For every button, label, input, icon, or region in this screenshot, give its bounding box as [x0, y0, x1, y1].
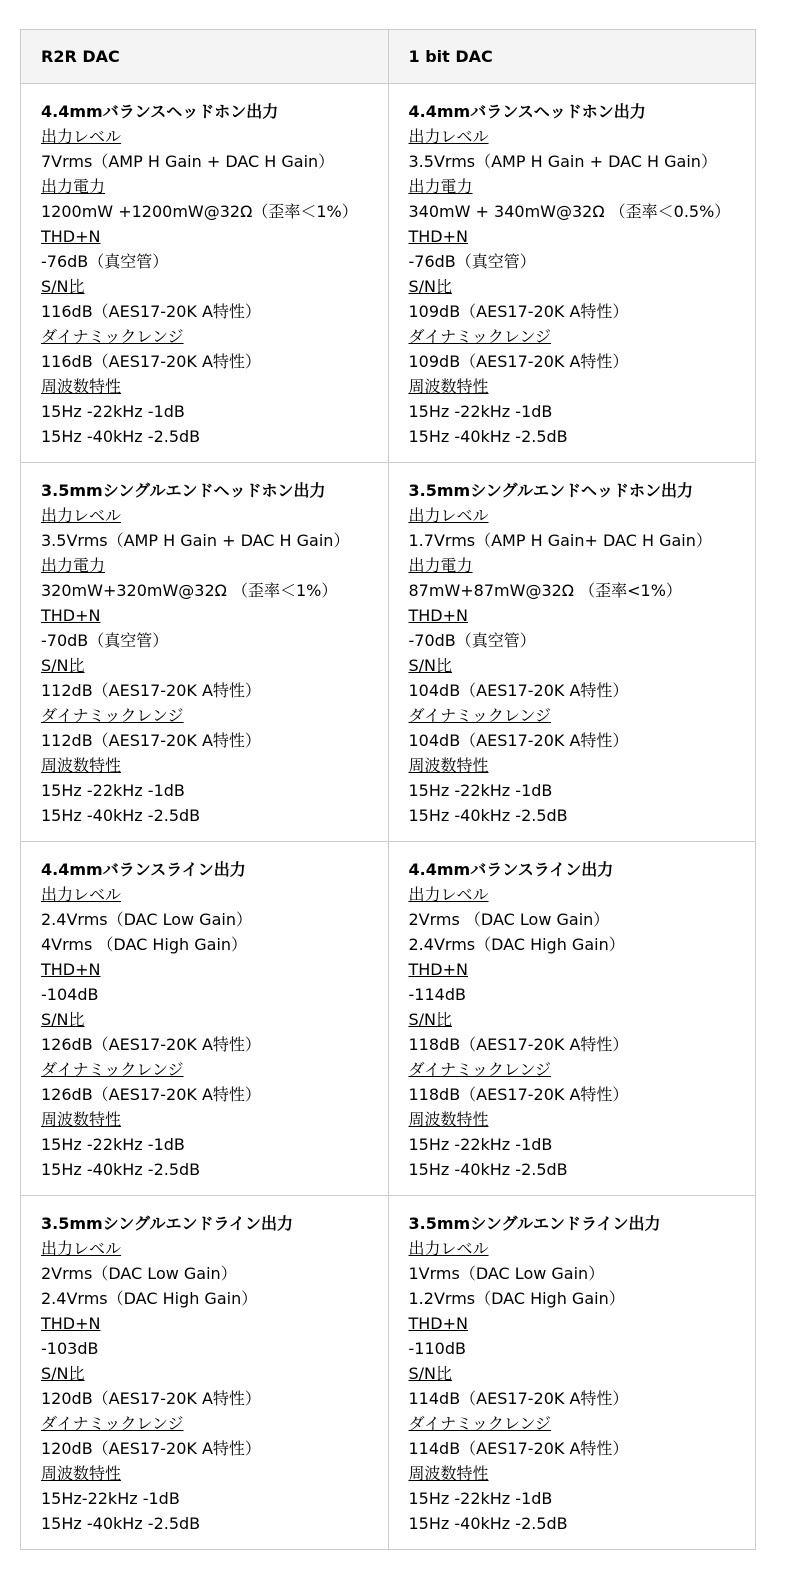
spec-value: 104dB（AES17-20K A特性） [408, 681, 629, 700]
spec-label: 出力レベル [408, 127, 489, 146]
spec-value: 120dB（AES17-20K A特性） [41, 1389, 261, 1408]
spec-value: 112dB（AES17-20K A特性） [41, 681, 261, 700]
spec-label: 周波数特性 [408, 1464, 489, 1483]
spec-label: ダイナミックレンジ [41, 327, 184, 346]
spec-value: 2Vrms （DAC Low Gain） [408, 910, 610, 929]
spec-value: 15Hz -40kHz -2.5dB [408, 1160, 568, 1179]
section-title: 4.4mmバランスライン出力 [41, 860, 246, 879]
spec-value: -70dB（真空管） [408, 631, 536, 650]
spec-label: 出力レベル [41, 506, 122, 525]
spec-value: 15Hz -40kHz -2.5dB [408, 806, 568, 825]
spec-value: 118dB（AES17-20K A特性） [408, 1035, 629, 1054]
spec-label: 出力レベル [41, 885, 122, 904]
spec-label: 出力電力 [41, 556, 106, 575]
section-title: 3.5mmシングルエンドヘッドホン出力 [408, 481, 693, 500]
spec-value: -70dB（真空管） [41, 631, 169, 650]
spec-label: THD+N [408, 606, 468, 625]
spec-comparison-table [20, 29, 756, 1550]
spec-label: 周波数特性 [408, 377, 489, 396]
spec-value: 340mW + 340mW@32Ω （歪率＜0.5%） [408, 202, 731, 221]
spec-value: 3.5Vrms（AMP H Gain + DAC H Gain） [408, 152, 717, 171]
spec-label: THD+N [408, 960, 468, 979]
spec-label: 周波数特性 [41, 1110, 122, 1129]
table-row [21, 842, 756, 1196]
spec-label: S/N比 [408, 277, 453, 296]
spec-value: 15Hz -22kHz -1dB [41, 1135, 185, 1154]
spec-label: THD+N [41, 1314, 101, 1333]
spec-label: 周波数特性 [41, 1464, 122, 1483]
spec-label: S/N比 [408, 1364, 453, 1383]
spec-value: 15Hz -22kHz -1dB [408, 1489, 553, 1508]
spec-value: 2.4Vrms（DAC High Gain） [41, 1289, 258, 1308]
spec-label: ダイナミックレンジ [408, 1414, 552, 1433]
spec-value: 116dB（AES17-20K A特性） [41, 352, 261, 371]
spec-label: ダイナミックレンジ [41, 1060, 184, 1079]
spec-value: 15Hz -22kHz -1dB [408, 781, 553, 800]
spec-value: 109dB（AES17-20K A特性） [408, 352, 629, 371]
spec-label: S/N比 [41, 1010, 85, 1029]
spec-value: 126dB（AES17-20K A特性） [41, 1085, 261, 1104]
spec-value: -76dB（真空管） [408, 252, 536, 271]
section-title: 3.5mmシングルエンドライン出力 [408, 1214, 661, 1233]
spec-cell-1bit-balanced-line [388, 842, 756, 1196]
section-title: 4.4mmバランスライン出力 [408, 860, 614, 879]
spec-label: ダイナミックレンジ [41, 1414, 184, 1433]
spec-label: THD+N [41, 227, 101, 246]
spec-value: 126dB（AES17-20K A特性） [41, 1035, 261, 1054]
spec-label: 周波数特性 [41, 756, 122, 775]
column-header-r2r-dac: R2R DAC [21, 30, 389, 84]
spec-value: -103dB [41, 1339, 99, 1358]
table-row [21, 84, 756, 463]
spec-label: 出力電力 [408, 177, 473, 196]
spec-value: 15Hz -22kHz -1dB [408, 1135, 553, 1154]
spec-value: 15Hz -22kHz -1dB [41, 402, 185, 421]
table-header-row [21, 30, 756, 84]
spec-value: 15Hz -40kHz -2.5dB [41, 806, 201, 825]
spec-cell-1bit-single-ended-line [388, 1196, 756, 1550]
spec-value: 104dB（AES17-20K A特性） [408, 731, 629, 750]
spec-value: 320mW+320mW@32Ω （歪率＜1%） [41, 581, 338, 600]
table-row [21, 463, 756, 842]
spec-value: 2Vrms（DAC Low Gain） [41, 1264, 237, 1283]
spec-value: 114dB（AES17-20K A特性） [408, 1439, 629, 1458]
spec-label: THD+N [41, 606, 101, 625]
spec-label: ダイナミックレンジ [408, 327, 552, 346]
section-title: 4.4mmバランスヘッドホン出力 [408, 102, 646, 121]
spec-value: 15Hz -22kHz -1dB [408, 402, 553, 421]
spec-value: -110dB [408, 1339, 466, 1358]
spec-cell-r2r-single-ended-headphone [21, 463, 389, 842]
spec-value: 4Vrms （DAC High Gain） [41, 935, 248, 954]
spec-label: 周波数特性 [408, 756, 489, 775]
spec-value: 15Hz-22kHz -1dB [41, 1489, 180, 1508]
spec-value: 15Hz -40kHz -2.5dB [41, 1160, 201, 1179]
spec-cell-r2r-balanced-headphone [21, 84, 389, 463]
spec-label: ダイナミックレンジ [408, 1060, 552, 1079]
spec-label: 出力電力 [408, 556, 473, 575]
spec-label: S/N比 [41, 277, 85, 296]
spec-label: 出力レベル [408, 506, 489, 525]
spec-label: ダイナミックレンジ [41, 706, 184, 725]
spec-label: ダイナミックレンジ [408, 706, 552, 725]
spec-label: S/N比 [41, 1364, 85, 1383]
spec-label: THD+N [41, 960, 101, 979]
spec-label: 周波数特性 [408, 1110, 489, 1129]
spec-value: -114dB [408, 985, 466, 1004]
spec-value: 116dB（AES17-20K A特性） [41, 302, 261, 321]
spec-value: 15Hz -40kHz -2.5dB [408, 1514, 568, 1533]
spec-label: S/N比 [408, 656, 453, 675]
spec-value: 7Vrms（AMP H Gain + DAC H Gain） [41, 152, 335, 171]
spec-value: 1Vrms（DAC Low Gain） [408, 1264, 605, 1283]
spec-label: 出力レベル [408, 885, 489, 904]
spec-label: THD+N [408, 227, 468, 246]
spec-value: 15Hz -40kHz -2.5dB [41, 427, 201, 446]
spec-value: 2.4Vrms（DAC Low Gain） [41, 910, 252, 929]
spec-value: -76dB（真空管） [41, 252, 169, 271]
section-title: 3.5mmシングルエンドライン出力 [41, 1214, 294, 1233]
spec-label: 出力レベル [41, 127, 122, 146]
spec-cell-r2r-single-ended-line [21, 1196, 389, 1550]
spec-value: 15Hz -40kHz -2.5dB [408, 427, 568, 446]
spec-cell-1bit-balanced-headphone [388, 84, 756, 463]
spec-value: 1.2Vrms（DAC High Gain） [408, 1289, 625, 1308]
spec-value: 120dB（AES17-20K A特性） [41, 1439, 261, 1458]
spec-value: 87mW+87mW@32Ω （歪率<1%） [408, 581, 682, 600]
spec-label: S/N比 [41, 656, 85, 675]
spec-label: THD+N [408, 1314, 468, 1333]
spec-value: -104dB [41, 985, 99, 1004]
spec-value: 109dB（AES17-20K A特性） [408, 302, 629, 321]
table-row [21, 1196, 756, 1550]
spec-value: 15Hz -40kHz -2.5dB [41, 1514, 201, 1533]
spec-value: 1.7Vrms（AMP H Gain+ DAC H Gain） [408, 531, 712, 550]
spec-value: 15Hz -22kHz -1dB [41, 781, 185, 800]
spec-value: 1200mW +1200mW@32Ω（歪率＜1%） [41, 202, 358, 221]
spec-cell-r2r-balanced-line [21, 842, 389, 1196]
spec-value: 3.5Vrms（AMP H Gain + DAC H Gain） [41, 531, 350, 550]
spec-label: 出力レベル [408, 1239, 489, 1258]
spec-value: 118dB（AES17-20K A特性） [408, 1085, 629, 1104]
spec-label: 出力レベル [41, 1239, 122, 1258]
spec-label: 周波数特性 [41, 377, 122, 396]
spec-value: 114dB（AES17-20K A特性） [408, 1389, 629, 1408]
column-header-1bit-dac: 1 bit DAC [388, 30, 756, 84]
section-title: 3.5mmシングルエンドヘッドホン出力 [41, 481, 326, 500]
spec-value: 2.4Vrms（DAC High Gain） [408, 935, 625, 954]
section-title: 4.4mmバランスヘッドホン出力 [41, 102, 279, 121]
spec-label: 出力電力 [41, 177, 106, 196]
spec-cell-1bit-single-ended-headphone [388, 463, 756, 842]
spec-value: 112dB（AES17-20K A特性） [41, 731, 261, 750]
spec-label: S/N比 [408, 1010, 453, 1029]
